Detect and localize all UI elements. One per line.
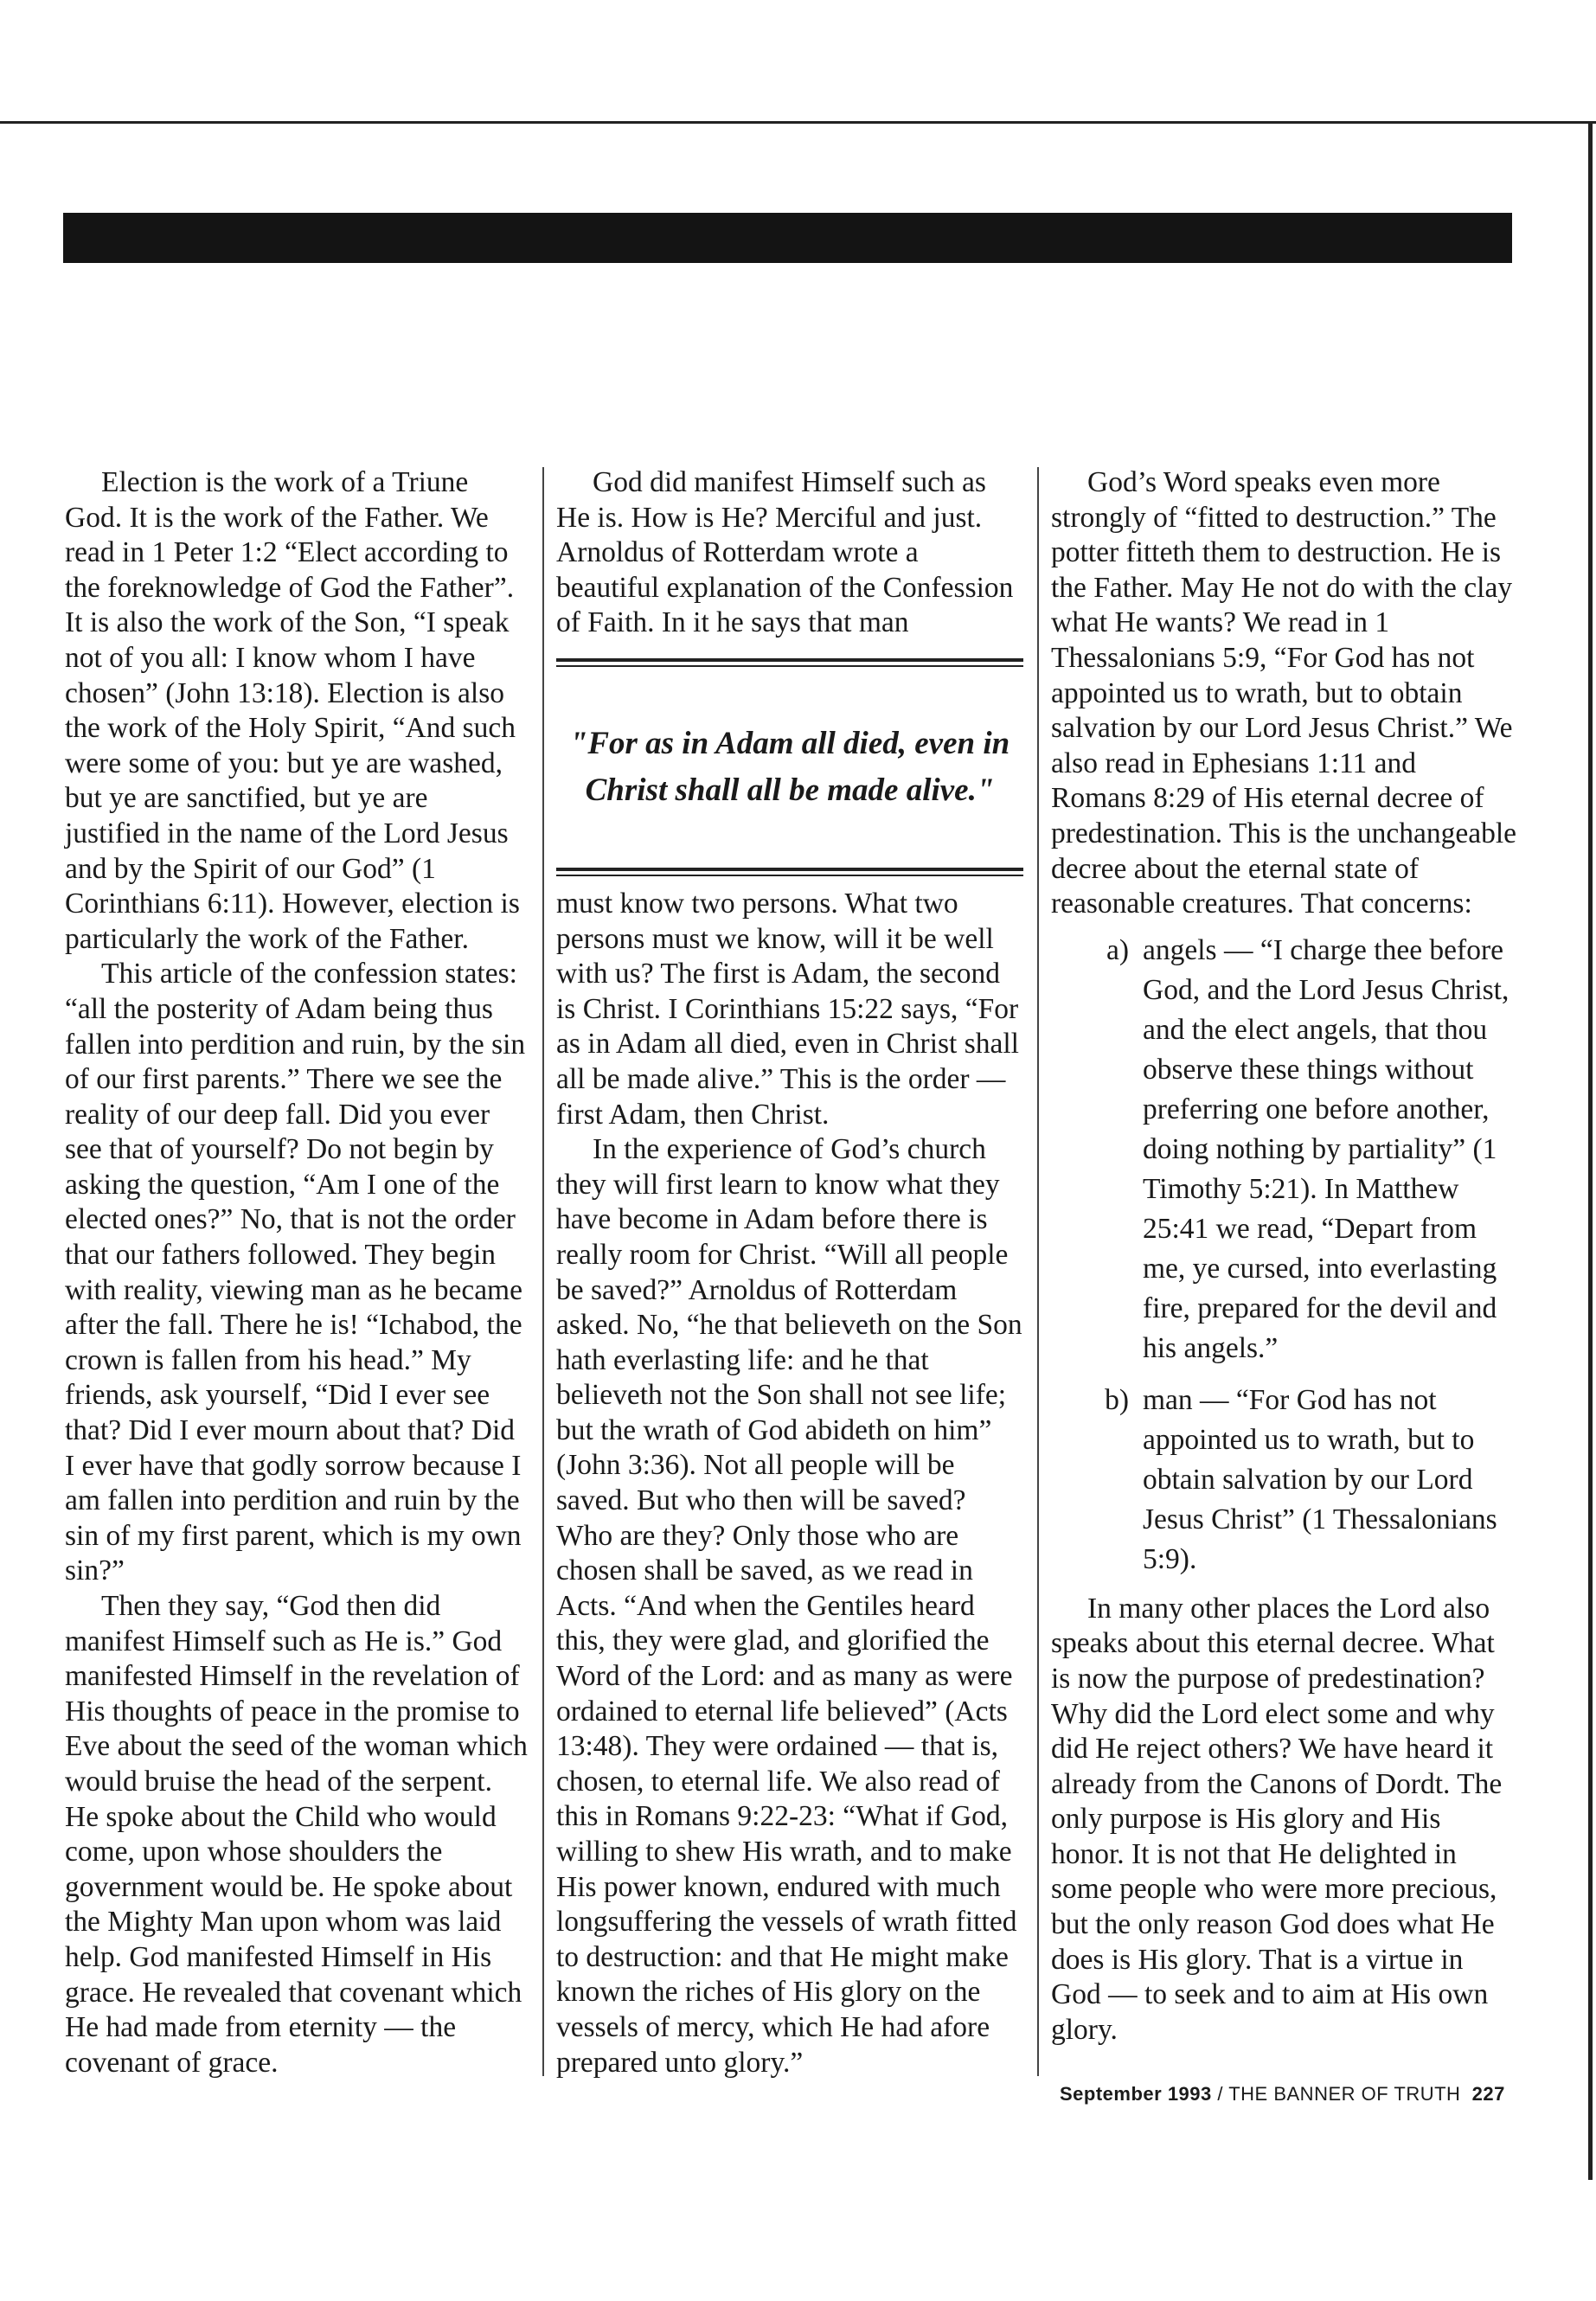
footer-separator: / bbox=[1211, 2083, 1229, 2105]
page-footer bbox=[1060, 2083, 1518, 2106]
paragraph: God’s Word speaks even more strongly of “fitted to destruction.” The potter fitteth them to destruction. He is the Father. May He not do with the clay what He wants? We read in 1 Thessalonians 5:9, “For God has not appointed us to wrath, but to obtain salvation by our Lord Jesus Christ.” We also read in Ephesians 1:11 and Romans 8:29 of His eternal decree of predestination. This is the unchangeable decree about the eternal state of reasonable creatures. That concerns: bbox=[1051, 466, 1517, 920]
list-item bbox=[1051, 931, 1518, 1368]
pull-quote-text: "For as in Adam all died, even in Christ shall all be made alive." bbox=[569, 725, 1010, 808]
decree-list bbox=[1051, 931, 1518, 1580]
article-column-2 bbox=[556, 465, 1023, 2080]
pull-quote-top-rule bbox=[556, 658, 1023, 667]
pull-quote bbox=[556, 658, 1023, 876]
paragraph: In the experience of God’s church they will first learn to know what they have become in Adam before there is really room for Christ. “Will all people be saved?” Arnoldus of Rotterdam asked. No, “he that believeth on the Son hath everlasting life: and he that believeth not the Son shall not see life; but the wrath of God abideth on him” (John 3:36). Not all people will be saved. But who then will be saved? Who are they? Only those who are chosen shall be saved, as we read in Acts. “And when the Gentiles heard this, they were glad, and glorified the Word of the Lord: and as many as were ordained to eternal life believed” (Acts 13:48). They were ordained — that is, chosen, to eternal life. We also read of this in Romans 9:22-23: “What if God, willing to shew His wrath, and to make His power known, endured with much longsuffering the vessels of wrath fitted to destruction: and that He might make known the riches of His glory on the vessels of mercy, which He had afore prepared unto glory.” bbox=[556, 1133, 1022, 2079]
paragraph: Then they say, “God then did manifest Himself such as He is.” God manifested Himself in the revelation of His thoughts of peace in the promise to Eve about the seed of the woman which would bruise the head of the serpent. He spoke about the Child who would come, upon whose shoulders the government would be. He spoke about the Mighty Man upon whom was laid help. God manifested Himself in His grace. He revealed that covenant which He had made from eternity — the covenant of grace. bbox=[65, 1590, 528, 2079]
page-number: 227 bbox=[1471, 2083, 1505, 2105]
article-column-3 bbox=[1051, 465, 1518, 2048]
paragraph: This article of the confession states: “all the posterity of Adam being thus fallen into perdition and ruin, by the sin of our first parents.” There we see the reality of our deep fall. Did you ever see that of yourself? Do not begin by asking the question, “Am I one of the elected ones?” No, that is not the order that our fathers followed. They begin with reality, viewing man as he became after the fall. There he is! “Ichabod, the crown is fallen from his head.” My friends, ask yourself, “Did I ever see that? Did I ever mourn about that? Did I ever have that godly sorrow because I am fallen into perdition and ruin by the sin of my first parent, which is my own sin?” bbox=[65, 958, 526, 1587]
column-divider-left bbox=[542, 467, 544, 2076]
header-banner-bar bbox=[63, 213, 1512, 263]
list-item bbox=[1051, 1381, 1518, 1580]
right-edge-rule bbox=[1588, 121, 1593, 2180]
paragraph: must know two persons. What two persons must we know, will it be well with us? The first is Adam, the second is Christ. I Corinthians 15:22 says, “For as in Adam all died, even in Christ shall all be made alive.” This is the order — first Adam, then Christ. bbox=[556, 887, 1019, 1131]
pull-quote-bottom-rule bbox=[556, 868, 1023, 876]
paragraph: In many other places the Lord also speaks about this eternal decree. What is now the purpose of predestination? Why did the Lord elect some and why did He reject others? We have heard it already from the Canons of Dordt. The only purpose is His glory and His honor. It is not that He delighted in some people who were more precious, but the only reason God does what He does is His glory. That is a virtue in God — to seek and to aim at His own glory. bbox=[1051, 1592, 1503, 2046]
list-marker: a) bbox=[1106, 933, 1129, 966]
article-column-1 bbox=[65, 465, 528, 2080]
column-divider-right bbox=[1037, 467, 1039, 2076]
list-marker: b) bbox=[1105, 1383, 1129, 1416]
paragraph: God did manifest Himself such as He is. How is He? Merciful and just. Arnoldus of Rotterdam wrote a beautiful explanation of the Confession of Faith. In it he says that man bbox=[556, 466, 1014, 639]
paragraph: Election is the work of a Triune God. It is the work of the Father. We read in 1 Peter 1:2 “Elect according to the foreknowledge of God the Father”. It is also the work of the Son, “I speak not of you all: I know whom I have chosen” (John 13:18). Election is also the work of the Holy Spirit, “And such were some of you: but ye are washed, but ye are sanctified, but ye are justified in the name of the Lord Jesus and by the Spirit of our God” (1 Corinthians 6:11). However, election is particularly the work of the Father. bbox=[65, 466, 520, 955]
footer-date: September 1993 bbox=[1060, 2083, 1212, 2105]
list-item-text: man — “For God has not appointed us to wrath, but to obtain salvation by our Lord Jesus Christ” (1 Thessalonians 5:9). bbox=[1143, 1383, 1497, 1575]
footer-publication: THE BANNER OF TRUTH bbox=[1228, 2083, 1461, 2105]
top-rule bbox=[0, 121, 1596, 124]
list-item-text: angels — “I charge thee before God, and the Lord Jesus Christ, and the elect angels, that thou observe these things without preferring one before another, doing nothing by partiality” (1 Timothy 5:21). In Matthew 25:41 we read, “Depart from me, ye cursed, into everlasting fire, prepared for the devil and his angels.” bbox=[1143, 933, 1509, 1364]
